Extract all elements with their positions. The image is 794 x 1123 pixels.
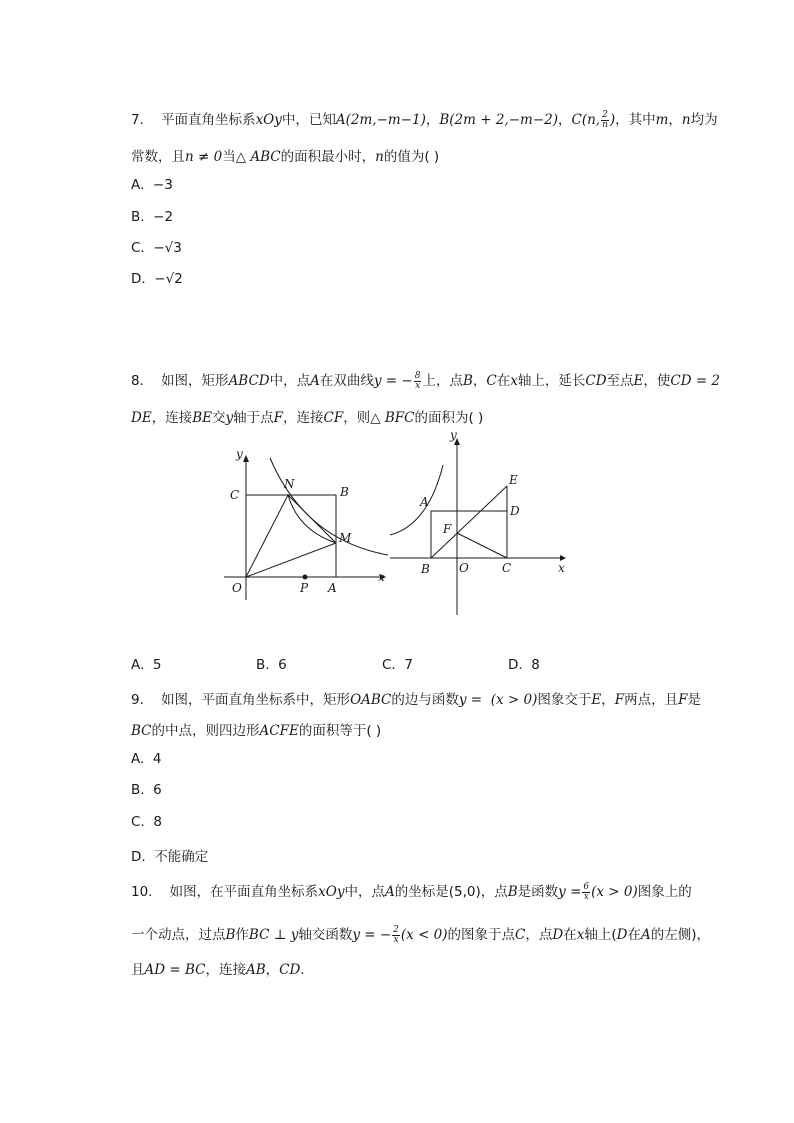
label-D: D: [510, 504, 520, 518]
q7-option-a[interactable]: A. −3: [131, 177, 173, 193]
q9-line2: BC的中点，则四边形ACFE的面积等于( ): [131, 723, 382, 739]
q8-number: 8.: [131, 373, 144, 389]
label-F: F: [443, 522, 452, 536]
q8-option-d[interactable]: D. 8: [508, 657, 540, 673]
q10-line3: 且AD = BC，连接AB，CD.: [131, 962, 305, 978]
q8-figure-left: [220, 440, 395, 605]
label-M: M: [339, 531, 352, 545]
q9-option-c[interactable]: C. 8: [131, 814, 162, 830]
q9-number: 9.: [131, 692, 144, 708]
q8-line2: DE，连接BE交y轴于点F，连接CF，则△ BFC的面积为( ): [131, 410, 484, 426]
q9-line1: 9. 如图，平面直角坐标系中，矩形OABC的边与函数y = (x > 0)图象交于E，F两点，且F是: [131, 692, 701, 708]
label-E: E: [509, 473, 518, 487]
q7-option-c[interactable]: C. −√3: [131, 240, 182, 256]
label-y: y: [450, 428, 457, 442]
label-A: A: [420, 495, 429, 509]
label-C: C: [502, 561, 512, 575]
q8-option-b[interactable]: B. 6: [256, 657, 287, 673]
q9-option-d[interactable]: D. 不能确定: [131, 849, 209, 865]
q10-line1: 10. 如图，在平面直角坐标系xOy中，点A的坐标是(5,0)，点B是函数y = $\frac{6}{x}$ (x > 0)图象上的: [131, 881, 692, 902]
label-B: B: [340, 485, 349, 499]
segment-FC: [457, 533, 507, 558]
label-P: P: [300, 581, 309, 595]
q7-option-d[interactable]: D. −√2: [131, 271, 183, 287]
label-C: C: [230, 488, 240, 502]
segment-OM: [246, 543, 336, 577]
q8-line1: 8. 如图，矩形ABCD中，点A在双曲线y = − $\frac{8}{x}$ 上，点B，C在x轴上，延长CD至点E，使CD = 2: [131, 370, 721, 391]
q8-option-c[interactable]: C. 7: [382, 657, 413, 673]
hyperbola-curve: [390, 465, 443, 535]
q10-number: 10.: [131, 884, 153, 900]
q7-line2: 常数，且n ≠ 0当△ ABC的面积最小时，n的值为( ): [131, 149, 440, 165]
label-O: O: [459, 561, 469, 575]
q9-option-b[interactable]: B. 6: [131, 782, 162, 798]
q8-option-a[interactable]: A. 5: [131, 657, 162, 673]
label-B: B: [421, 562, 430, 576]
square-OABC: [246, 495, 336, 577]
label-N: N: [284, 477, 295, 491]
label-A: A: [328, 581, 337, 595]
label-y: y: [236, 447, 243, 461]
label-x: x: [378, 570, 385, 584]
q7-option-b[interactable]: B. −2: [131, 209, 174, 225]
label-x: x: [558, 561, 565, 575]
q7-number: 7.: [131, 112, 144, 128]
q9-option-a[interactable]: A. 4: [131, 751, 162, 767]
q8-figure-right: [388, 425, 573, 617]
segment-ON: [246, 495, 288, 577]
label-O: O: [232, 581, 242, 595]
q10-line2: 一个动点，过点B作BC ⊥ y轴交函数y = − $\frac{2}{x}$ (x < 0)的图象于点C，点D在x轴上(D在A的左侧)，: [131, 924, 710, 945]
segment-NM: [288, 495, 336, 543]
q7-line1: 7. 平面直角坐标系xOy中，已知A(2m,−m−1)，B(2m + 2,−m−2)，C(n, $\frac{2}{n}$ )，其中m，n均为: [131, 109, 718, 130]
point-P: [303, 575, 308, 580]
y-axis-arrow: [243, 455, 249, 462]
